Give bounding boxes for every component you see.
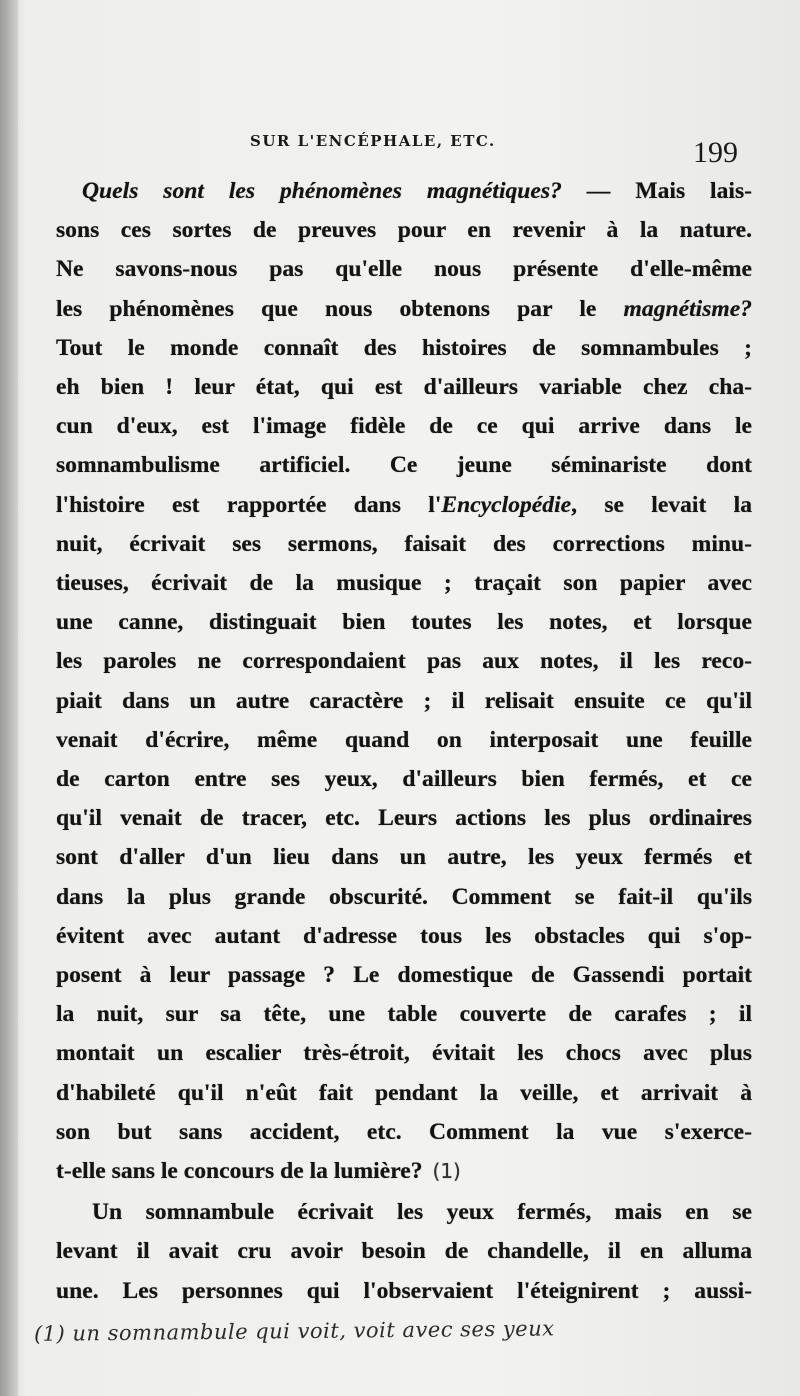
text-line: montait un escalier très-étroit, évitait les chocs avec plus — [56, 1040, 752, 1067]
text-line: une. Les personnes qui l'observaient l'éteignirent ; aussi- — [56, 1277, 752, 1304]
text-line: sont d'aller d'un lieu dans un autre, les yeux fermés et — [56, 844, 752, 871]
text-line: venait d'écrire, même quand on interposait une feuille — [56, 726, 752, 753]
italic-term: magnétisme? — [623, 295, 752, 322]
text-line — [56, 1152, 752, 1191]
text-line: nuit, écrivait ses sermons, faisait des corrections minu- — [56, 530, 752, 557]
handwritten-note: (1) un somnambule qui voit, voit avec ses yeux — [33, 1316, 555, 1346]
text-line: son but sans accident, etc. Comment la vue s'exerce- — [56, 1118, 752, 1145]
text-line — [56, 486, 752, 525]
running-head: SUR L'ENCÉPHALE, ETC. — [250, 132, 496, 150]
text-line: qu'il venait de tracer, etc. Leurs actions les plus ordinaires — [56, 805, 752, 832]
text-segment: les phénomènes que nous obtenons par le — [56, 295, 624, 322]
body-text — [56, 172, 752, 1311]
text-line: Un somnambule écrivait les yeux fermés, mais en se — [92, 1199, 752, 1226]
text-line: posent à leur passage ? Le domestique de Gassendi portait — [56, 962, 752, 989]
text-line: de carton entre ses yeux, d'ailleurs bien fermés, et ce — [56, 766, 752, 793]
text-line: levant il avait cru avoir besoin de chandelle, il en alluma — [56, 1238, 752, 1265]
text-line: eh bien ! leur état, qui est d'ailleurs variable chez cha- — [56, 374, 752, 401]
text-line: évitent avec autant d'adresse tous les obstacles qui s'op- — [56, 922, 752, 949]
text-segment: — Mais lais- — [561, 178, 752, 204]
text-line: les paroles ne correspondaient pas aux notes, il les reco- — [56, 648, 752, 675]
text-line: Ne savons-nous pas qu'elle nous présente d'elle-même — [56, 256, 752, 283]
italic-question: Quels sont les phénomènes magnétiques? — [82, 178, 562, 204]
text-segment: , se levait la — [571, 491, 752, 518]
page-header — [62, 130, 752, 170]
text-line — [56, 290, 752, 329]
text-line: piait dans un autre caractère ; il relisait ensuite ce qu'il — [56, 687, 752, 714]
text-line: la nuit, sur sa tête, une table couverte de carafes ; il — [56, 1001, 752, 1028]
text-segment: l'histoire est rapportée dans l' — [56, 491, 442, 518]
text-line: Tout le monde connaît des histoires de somnambules ; — [56, 334, 752, 361]
italic-title: Encyclopédie — [441, 491, 572, 518]
page-gutter-shadow — [0, 0, 18, 1396]
paragraph-2 — [56, 1193, 752, 1311]
text-segment: t-elle sans le concours de la lumière? — [56, 1158, 423, 1185]
text-line: sons ces sortes de preuves pour en revenir à la nature. — [56, 217, 752, 244]
footnote-mark: (1) — [432, 1159, 461, 1184]
text-line: cun d'eux, est l'image fidèle de ce qui arrive dans le — [56, 413, 752, 440]
text-line — [56, 172, 752, 211]
paragraph-1 — [56, 172, 752, 1191]
text-line: d'habileté qu'il n'eût fait pendant la veille, et arrivait à — [56, 1079, 752, 1106]
text-line: dans la plus grande obscurité. Comment se fait-il qu'ils — [56, 883, 752, 910]
page-number: 199 — [693, 136, 738, 169]
text-line: somnambulisme artificiel. Ce jeune séminariste dont — [56, 452, 752, 479]
text-line: une canne, distinguait bien toutes les notes, et lorsque — [56, 609, 752, 636]
text-line: tieuses, écrivait de la musique ; traçait son papier avec — [56, 570, 752, 597]
